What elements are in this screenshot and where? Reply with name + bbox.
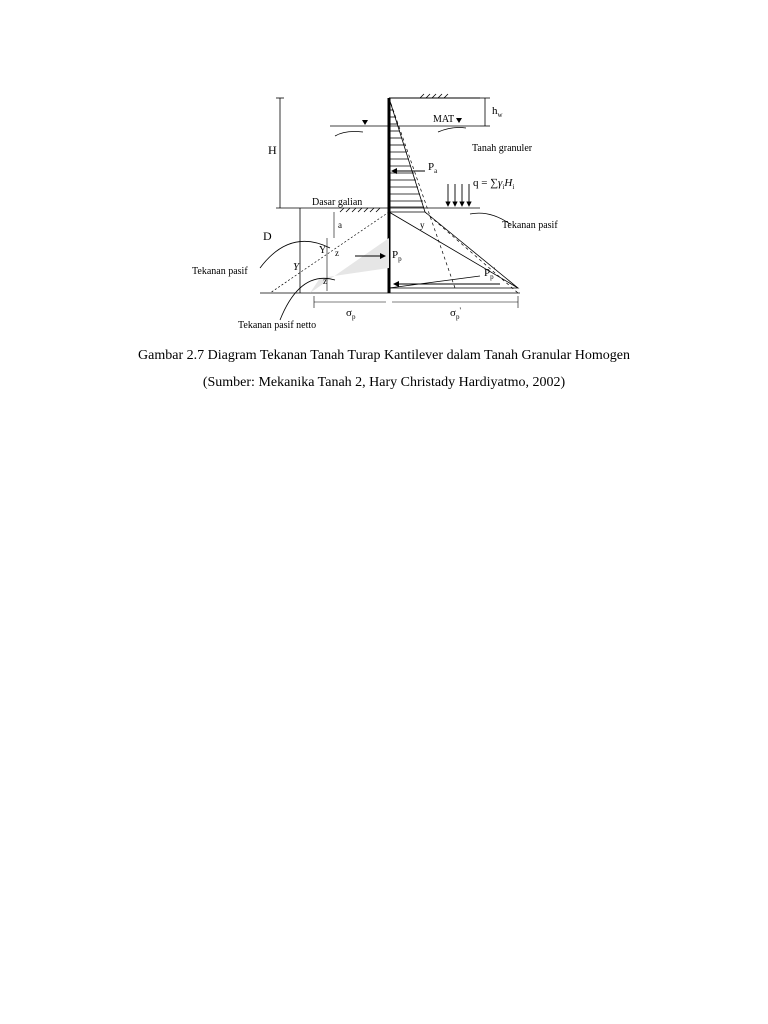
figure-caption: Gambar 2.7 Diagram Tekanan Tanah Turap Kantilever dalam Tanah Granular Homogen [138, 348, 630, 363]
label-z-bottom: z [323, 276, 327, 286]
label-D: D [263, 229, 272, 243]
water-triangle-right [456, 118, 462, 123]
label-dasar-galian: Dasar galian [312, 197, 363, 208]
label-Y-left: Y [293, 261, 300, 273]
surcharge-arrows [448, 184, 469, 206]
label-H: H [268, 143, 277, 157]
water-symbol-left [335, 132, 363, 137]
label-Y-small: Y [319, 245, 327, 256]
label-Pa: $P_a$ [428, 161, 438, 175]
label-hw: $h_w$ [492, 105, 503, 119]
label-tekanan-pasif-netto: Tekanan pasif netto [238, 320, 317, 331]
sheet-pile-pressure-diagram [180, 88, 580, 338]
right-passive-triangle [389, 212, 518, 288]
label-mat: MAT [433, 114, 455, 125]
ground-hatch-top [420, 94, 448, 98]
label-q: $q = \sum\gamma_iH_i$ [473, 177, 515, 191]
label-Pp-prime: $P_p'$ [484, 266, 496, 281]
water-triangle-left [362, 120, 368, 125]
label-z-top: z [335, 248, 339, 258]
active-pressure-triangle [389, 98, 425, 212]
label-sigma-p-right: $\sigma_p'$ [450, 306, 461, 321]
water-symbol-right [438, 128, 466, 133]
label-tekanan-pasif-right: Tekanan pasif [502, 220, 558, 231]
label-tanah-granuler: Tanah granuler [472, 143, 533, 154]
label-a: a [338, 220, 342, 230]
right-inner-line [389, 276, 480, 288]
label-y: y [420, 220, 425, 230]
label-Pp: $P_p$ [392, 249, 402, 263]
label-tekanan-pasif-left: Tekanan pasif [192, 266, 248, 277]
diagram-svg [180, 88, 580, 338]
label-sigma-p-left: $\sigma_p$ [346, 307, 356, 321]
ground-hatch-excavation [340, 208, 380, 212]
figure-source: (Sumber: Mekanika Tanah 2, Hary Christady Hardiyatmo, 2002) [202, 375, 566, 390]
